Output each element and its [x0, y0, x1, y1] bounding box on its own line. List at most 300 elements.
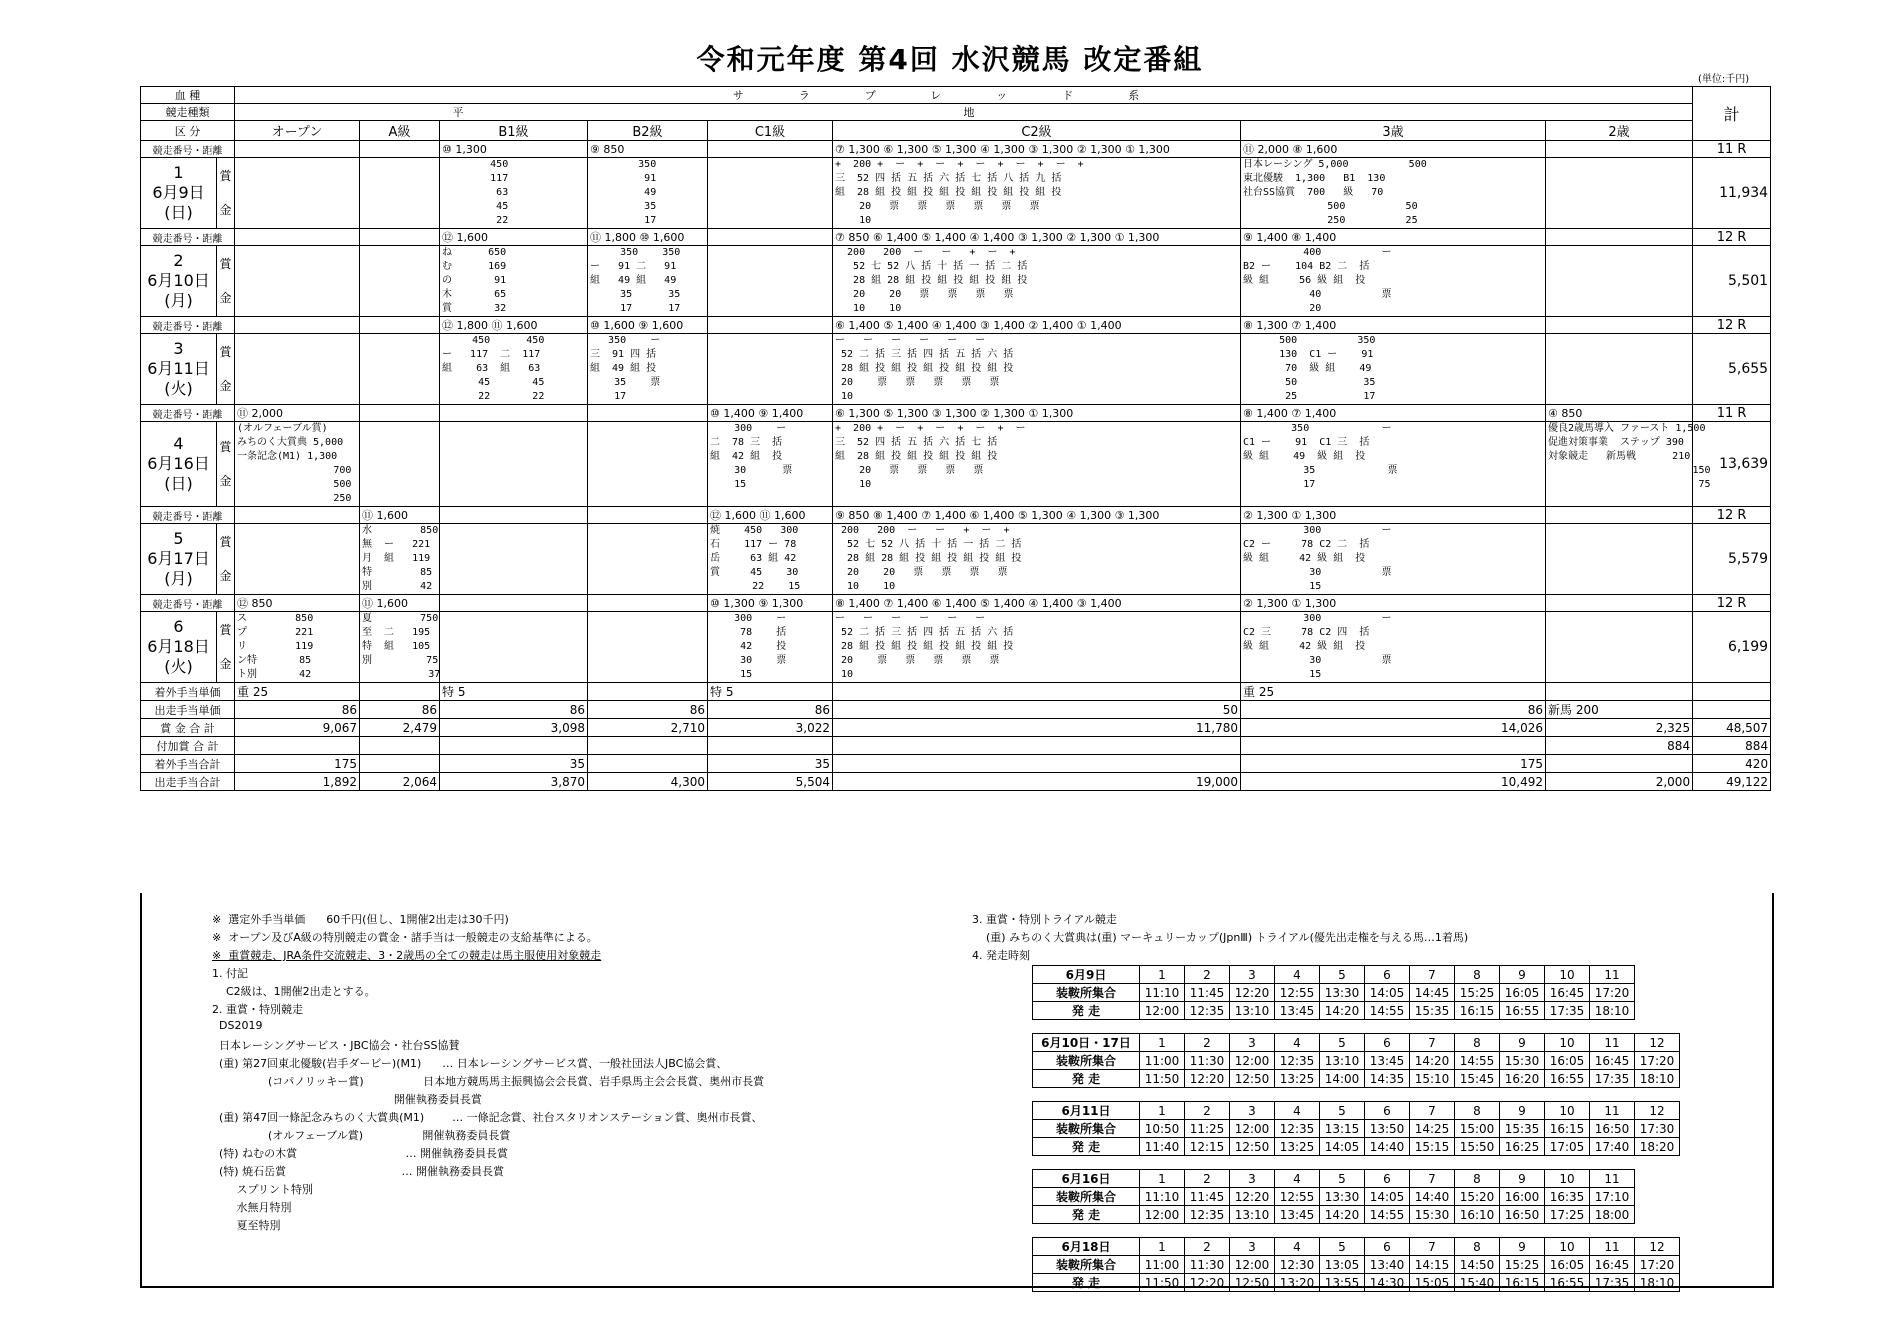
schedule-race-number: 8 — [1455, 1034, 1500, 1052]
race-distance-c2: ⑨ 850 ⑧ 1,400 ⑦ 1,400 ⑥ 1,400 ⑤ 1,300 ④ 1,300 ③ 1,300 — [833, 507, 1241, 524]
note-line: (重) 第47回一條記念みちのく大賞典(M1) … 一條記念賞、社台スタリオンステーション賞、奥州市長賞、 — [212, 1111, 763, 1124]
footer-cell-c1: 35 — [708, 755, 833, 773]
day-dow: (日) — [164, 474, 193, 493]
schedule-assembly-time: 14:50 — [1455, 1256, 1500, 1274]
note-line: (オルフェーブル賞) 開催執務委員長賞 — [212, 1129, 511, 1142]
footer-cell-c2 — [833, 755, 1241, 773]
schedule-start-time: 12:00 — [1140, 1002, 1185, 1020]
prize-label-char: 金 — [219, 379, 232, 393]
schedule-race-number: 11 — [1590, 1170, 1635, 1188]
schedule-race-number: 6 — [1365, 1034, 1410, 1052]
schedule-assembly-label: 装鞍所集合 — [1033, 1120, 1140, 1138]
schedule-assembly-time: 16:05 — [1545, 1052, 1590, 1070]
race-type-row — [141, 104, 1771, 121]
schedule-start-label: 発 走 — [1033, 1002, 1140, 1020]
footer-cell-total: 49,122 — [1693, 773, 1771, 791]
prize-block-b2: 350 350 ー 91 二 91 組 49 組 49 35 35 17 17 — [588, 246, 708, 317]
prize-label — [217, 612, 235, 683]
schedule-race-number: 5 — [1320, 1170, 1365, 1188]
schedule-race-number: 7 — [1410, 1102, 1455, 1120]
prize-block-c1 — [708, 334, 833, 405]
race-distance-b1 — [440, 405, 588, 422]
schedule-assembly-time: 17:20 — [1635, 1256, 1680, 1274]
schedule-start-time: 12:50 — [1230, 1070, 1275, 1088]
schedule-race-number: 4 — [1275, 1102, 1320, 1120]
footer-cell-b2 — [588, 683, 708, 701]
schedule-assembly-time: 13:30 — [1320, 1188, 1365, 1206]
schedule-assembly-time: 11:00 — [1140, 1256, 1185, 1274]
schedule-assembly-label: 装鞍所集合 — [1033, 984, 1140, 1002]
race-number-row — [141, 595, 1771, 612]
prize-label-char: 金 — [219, 569, 232, 583]
schedule-assembly-time: 11:30 — [1185, 1256, 1230, 1274]
schedule-start-time: 13:45 — [1275, 1002, 1320, 1020]
race-distance-c2: ⑦ 850 ⑥ 1,400 ⑤ 1,400 ④ 1,400 ③ 1,300 ② 1,300 ① 1,300 — [833, 229, 1241, 246]
race-distance-b1 — [440, 595, 588, 612]
prize-block-c1: 300 ー 二 78 三 括 組 42 組 投 30 票 15 — [708, 422, 833, 507]
race-distance-c2: ⑦ 1,300 ⑥ 1,300 ⑤ 1,300 ④ 1,300 ③ 1,300 ② 1,300 ① 1,300 — [833, 141, 1241, 158]
schedule-start-time: 15:45 — [1455, 1070, 1500, 1088]
schedule-assembly-time: 16:45 — [1590, 1256, 1635, 1274]
prize-label — [217, 422, 235, 507]
race-distance-open: ⑪ 2,000 — [235, 405, 360, 422]
schedule-assembly-time: 12:00 — [1230, 1052, 1275, 1070]
race-distance-s3: ② 1,300 ① 1,300 — [1241, 507, 1546, 524]
schedule-race-number: 7 — [1410, 1238, 1455, 1256]
schedule-race-number: 1 — [1140, 1170, 1185, 1188]
footer-cell-b1: 35 — [440, 755, 588, 773]
prize-block-a: 水 850 無 ー 221 月 組 119 特 85 別 42 — [360, 524, 440, 595]
schedule-start-time: 12:35 — [1185, 1206, 1230, 1224]
schedule-assembly-time: 15:35 — [1500, 1120, 1545, 1138]
race-distance-b2: ⑨ 850 — [588, 141, 708, 158]
footer-row — [141, 737, 1771, 755]
race-distance-c1 — [708, 229, 833, 246]
class-header-s2: 2歳 — [1546, 121, 1693, 141]
schedule-start-time: 16:15 — [1455, 1002, 1500, 1020]
unit-note: (単位:千円) — [1698, 74, 1750, 85]
schedule-assembly-time: 13:40 — [1365, 1256, 1410, 1274]
footer-cell-c1: 特 5 — [708, 683, 833, 701]
schedule-start-label: 発 走 — [1033, 1070, 1140, 1088]
day-date: 6月11日 — [147, 359, 210, 378]
race-distance-s3: ② 1,300 ① 1,300 — [1241, 595, 1546, 612]
race-number-label: 競走番号・距離 — [141, 229, 235, 246]
footer-cell-c2 — [833, 683, 1241, 701]
schedule-assembly-time: 12:30 — [1275, 1256, 1320, 1274]
schedule-start-time: 16:20 — [1500, 1070, 1545, 1088]
schedule-race-number: 5 — [1320, 1238, 1365, 1256]
schedule-race-number: 8 — [1455, 1102, 1500, 1120]
note-line: (コパノリッキー賞) 日本地方競馬馬主振興協会会長賞、岩手県馬主会会長賞、奥州市長賞 — [212, 1075, 765, 1088]
race-distance-open — [235, 317, 360, 334]
day-dow: (月) — [164, 569, 193, 588]
schedule-assembly-time: 12:00 — [1230, 1256, 1275, 1274]
schedule-assembly-time: 12:35 — [1275, 1120, 1320, 1138]
schedule-assembly-time: 15:20 — [1455, 1188, 1500, 1206]
schedule-start-time: 18:10 — [1635, 1274, 1680, 1292]
schedule-race-number: 9 — [1500, 1102, 1545, 1120]
schedule-assembly-time: 14:15 — [1410, 1256, 1455, 1274]
schedule-race-number: 2 — [1185, 1034, 1230, 1052]
day-num: 3 — [173, 339, 184, 358]
schedule-race-number: 11 — [1590, 1034, 1635, 1052]
footer-cell-c2: 11,780 — [833, 719, 1241, 737]
class-header-c1: C1級 — [708, 121, 833, 141]
prize-block-c2: + 200 + ー + ー + ー + ー 三 52 四 括 五 括 六 括 七 括 組 28 組 投 組 投 組 投 組 投 20 票 票 票 票 10 — [833, 422, 1241, 507]
schedule-date: 6月9日 — [1033, 966, 1140, 984]
schedule-assembly-time: 16:05 — [1545, 1256, 1590, 1274]
note-line: ※ 重賞競走、JRA条件交流競走、3・2歳馬の全ての競走は馬主服使用対象競走 — [212, 949, 602, 962]
schedule-race-number: 12 — [1635, 1102, 1680, 1120]
schedule-assembly-time: 16:35 — [1545, 1188, 1590, 1206]
class-label: 区 分 — [141, 121, 235, 141]
prize-label — [217, 158, 235, 229]
schedule-assembly-time: 15:25 — [1455, 984, 1500, 1002]
race-distance-s2 — [1546, 229, 1693, 246]
race-distance-open: ⑫ 850 — [235, 595, 360, 612]
schedule-start-time: 17:35 — [1545, 1002, 1590, 1020]
schedule-start-time: 13:10 — [1230, 1206, 1275, 1224]
prize-block-open: (オルフェーブル賞) みちのく大賞典 5,000 一条記念(M1) 1,300 700 500 250 — [235, 422, 360, 507]
schedule-race-number: 4 — [1275, 1238, 1320, 1256]
schedule-start-time: 12:15 — [1185, 1138, 1230, 1156]
schedule-start-time: 17:35 — [1590, 1274, 1635, 1292]
race-count: 12 R — [1693, 317, 1771, 334]
schedule-assembly-time: 13:30 — [1320, 984, 1365, 1002]
race-number-label: 競走番号・距離 — [141, 317, 235, 334]
schedule-start-time: 18:00 — [1590, 1206, 1635, 1224]
race-number-row — [141, 507, 1771, 524]
schedule-start-time: 16:15 — [1500, 1274, 1545, 1292]
day-total: 11,934 — [1693, 158, 1771, 229]
schedule-table — [1032, 1237, 1680, 1292]
schedule-race-number: 7 — [1410, 1034, 1455, 1052]
schedule-start-time: 18:20 — [1635, 1138, 1680, 1156]
schedule-assembly-time: 14:55 — [1455, 1052, 1500, 1070]
footer-cell-c2: 50 — [833, 701, 1241, 719]
day-prize-row — [141, 246, 1771, 317]
schedule-assembly-time: 17:20 — [1635, 1052, 1680, 1070]
day-dow: (火) — [164, 379, 193, 398]
day-label — [141, 524, 217, 595]
day-label — [141, 158, 217, 229]
footer-cell-b2: 2,710 — [588, 719, 708, 737]
race-count: 12 R — [1693, 507, 1771, 524]
footer-cell-open: 175 — [235, 755, 360, 773]
schedule-assembly-time: 12:20 — [1230, 984, 1275, 1002]
prize-block-s3: 350 ー C1 ー 91 C1 三 括 級 組 49 級 組 投 35 票 17 — [1241, 422, 1546, 507]
schedule-race-number: 4 — [1275, 1034, 1320, 1052]
footer-cell-s2 — [1546, 683, 1693, 701]
schedule-table — [1032, 1033, 1680, 1088]
prize-block-s2 — [1546, 524, 1693, 595]
schedule-assembly-time: 12:20 — [1230, 1188, 1275, 1206]
day-total: 5,579 — [1693, 524, 1771, 595]
schedule-race-number: 2 — [1185, 1238, 1230, 1256]
footer-row — [141, 719, 1771, 737]
schedule-assembly-time: 11:45 — [1185, 1188, 1230, 1206]
day-total: 5,501 — [1693, 246, 1771, 317]
schedule-assembly-time: 12:35 — [1275, 1052, 1320, 1070]
notes-section — [140, 893, 1774, 1288]
race-distance-s3: ⑨ 1,400 ⑧ 1,400 — [1241, 229, 1546, 246]
schedule-start-time: 15:05 — [1410, 1274, 1455, 1292]
prize-block-c2: ー ー ー ー ー ー 52 二 括 三 括 四 括 五 括 六 括 28 組 投 組 投 組 投 組 投 組 投 20 票 票 票 票 票 10 — [833, 334, 1241, 405]
schedule-start-time: 11:40 — [1140, 1138, 1185, 1156]
footer-cell-c2 — [833, 737, 1241, 755]
footer-cell-s2 — [1546, 755, 1693, 773]
class-header-s3: 3歳 — [1241, 121, 1546, 141]
race-distance-a — [360, 229, 440, 246]
race-program-table — [140, 86, 1771, 791]
schedule-start-time: 15:10 — [1410, 1070, 1455, 1088]
blood-value: サラブレッド系 — [235, 87, 1693, 104]
note-line: C2級は、1開催2出走とする。 — [212, 985, 376, 998]
day-label — [141, 246, 217, 317]
schedule-race-number: 10 — [1545, 1170, 1590, 1188]
footer-cell-open: 86 — [235, 701, 360, 719]
schedule-date: 6月10日・17日 — [1033, 1034, 1140, 1052]
schedule-assembly-time: 12:55 — [1275, 1188, 1320, 1206]
schedule-race-number: 8 — [1455, 1238, 1500, 1256]
schedule-start-time: 11:50 — [1140, 1274, 1185, 1292]
day-dow: (月) — [164, 291, 193, 310]
prize-label — [217, 334, 235, 405]
schedule-start-label: 発 走 — [1033, 1138, 1140, 1156]
schedule-race-number: 3 — [1230, 966, 1275, 984]
schedule-assembly-time: 15:25 — [1500, 1256, 1545, 1274]
day-dow: (火) — [164, 657, 193, 676]
prize-label-char: 賞 — [219, 345, 232, 359]
prize-label-char: 賞 — [219, 623, 232, 637]
schedule-assembly-time: 16:15 — [1545, 1120, 1590, 1138]
schedule-date: 6月18日 — [1033, 1238, 1140, 1256]
schedule-start-time: 14:35 — [1365, 1070, 1410, 1088]
schedule-assembly-time: 13:10 — [1320, 1052, 1365, 1070]
footer-cell-b1 — [440, 737, 588, 755]
schedule-start-time: 13:20 — [1275, 1274, 1320, 1292]
day-date: 6月16日 — [147, 454, 210, 473]
note-line: 夏至特別 — [212, 1219, 281, 1232]
footer-cell-total — [1693, 683, 1771, 701]
schedule-race-number: 10 — [1545, 1238, 1590, 1256]
prize-label-char: 金 — [219, 657, 232, 671]
footer-cell-open: 1,892 — [235, 773, 360, 791]
prize-label-char: 賞 — [219, 169, 232, 183]
schedule-race-number: 1 — [1140, 1034, 1185, 1052]
schedule-start-time: 13:45 — [1275, 1206, 1320, 1224]
schedule-assembly-time: 14:20 — [1410, 1052, 1455, 1070]
schedule-start-time: 11:50 — [1140, 1070, 1185, 1088]
footer-cell-open — [235, 737, 360, 755]
prize-block-open — [235, 334, 360, 405]
schedule-race-number: 2 — [1185, 1102, 1230, 1120]
note-line: 1. 付記 — [212, 967, 248, 980]
race-number-label: 競走番号・距離 — [141, 507, 235, 524]
schedule-race-number: 3 — [1230, 1238, 1275, 1256]
prize-block-b2: 350 ー 三 91 四 括 組 49 組 投 35 票 17 — [588, 334, 708, 405]
prize-block-c2: + 200 + ー + ー + ー + ー + ー + 三 52 四 括 五 括 六 括 七 括 八 括 九 括 組 28 組 投 組 投 組 投 組 投 組 投 組 投 20 票 票 票 票 票 票 10 — [833, 158, 1241, 229]
prize-block-a — [360, 158, 440, 229]
schedule-race-number: 6 — [1365, 1238, 1410, 1256]
race-distance-b2 — [588, 405, 708, 422]
footer-cell-b1: 86 — [440, 701, 588, 719]
schedule-start-time: 16:25 — [1500, 1138, 1545, 1156]
day-total: 13,639 — [1693, 422, 1771, 507]
race-distance-open — [235, 229, 360, 246]
prize-label — [217, 524, 235, 595]
race-count: 11 R — [1693, 141, 1771, 158]
day-num: 4 — [173, 434, 184, 453]
race-distance-b2: ⑩ 1,600 ⑨ 1,600 — [588, 317, 708, 334]
prize-label-char: 金 — [219, 474, 232, 488]
day-date: 6月9日 — [152, 183, 205, 202]
footer-label: 賞 金 合 計 — [141, 719, 235, 737]
schedule-start-time: 14:05 — [1320, 1138, 1365, 1156]
schedule-race-number: 1 — [1140, 1238, 1185, 1256]
day-num: 1 — [173, 163, 184, 182]
schedule-start-time: 15:50 — [1455, 1138, 1500, 1156]
day-prize-row — [141, 524, 1771, 595]
day-num: 6 — [173, 617, 184, 636]
schedule-race-number: 8 — [1455, 1170, 1500, 1188]
note-line: (重) 第27回東北優駿(岩手ダービー)(M1) … 日本レーシングサービス賞、一般社団法人JBC協会賞、 — [212, 1057, 728, 1070]
day-num: 2 — [173, 251, 184, 270]
schedule-race-number: 11 — [1590, 1102, 1635, 1120]
schedule-assembly-time: 11:10 — [1140, 1188, 1185, 1206]
footer-cell-s3: 重 25 — [1241, 683, 1546, 701]
schedule-assembly-time: 11:45 — [1185, 984, 1230, 1002]
footer-label: 付加賞 合 計 — [141, 737, 235, 755]
schedule-start-time: 12:00 — [1140, 1206, 1185, 1224]
schedule-assembly-label: 装鞍所集合 — [1033, 1256, 1140, 1274]
note-right-line: 4. 発走時刻 — [972, 949, 1030, 962]
prize-label-char: 賞 — [219, 440, 232, 454]
race-distance-a: ⑪ 1,600 — [360, 507, 440, 524]
day-date: 6月17日 — [147, 549, 210, 568]
page-title: 令和元年度 第4回 水沢競馬 改定番組 — [696, 43, 1204, 76]
schedule-assembly-time: 14:05 — [1365, 984, 1410, 1002]
race-distance-b2 — [588, 595, 708, 612]
schedule-race-number: 8 — [1455, 966, 1500, 984]
race-number-row — [141, 141, 1771, 158]
schedule-race-number: 6 — [1365, 966, 1410, 984]
schedule-start-label: 発 走 — [1033, 1274, 1140, 1292]
race-distance-a — [360, 141, 440, 158]
race-distance-s2 — [1546, 507, 1693, 524]
class-header-open: オープン — [235, 121, 360, 141]
race-count: 12 R — [1693, 595, 1771, 612]
race-type-value: 平地 — [235, 104, 1693, 121]
schedule-race-number: 4 — [1275, 1170, 1320, 1188]
schedule-race-number: 6 — [1365, 1170, 1410, 1188]
footer-cell-total: 48,507 — [1693, 719, 1771, 737]
schedule-race-number: 9 — [1500, 966, 1545, 984]
schedule-start-time: 12:50 — [1230, 1274, 1275, 1292]
schedule-race-number: 9 — [1500, 1170, 1545, 1188]
schedule-start-time: 15:40 — [1455, 1274, 1500, 1292]
schedule-assembly-time: 16:50 — [1590, 1120, 1635, 1138]
prize-label-char: 賞 — [219, 257, 232, 271]
schedule-start-time: 16:50 — [1500, 1206, 1545, 1224]
schedule-date: 6月16日 — [1033, 1170, 1140, 1188]
footer-cell-a: 2,064 — [360, 773, 440, 791]
race-distance-open — [235, 507, 360, 524]
race-number-label: 競走番号・距離 — [141, 141, 235, 158]
race-distance-c1 — [708, 317, 833, 334]
schedule-race-number: 9 — [1500, 1238, 1545, 1256]
note-line: 日本レーシングサービス・JBC協会・社台SS協賛 — [212, 1039, 460, 1052]
race-distance-s2 — [1546, 141, 1693, 158]
day-prize-row — [141, 334, 1771, 405]
day-label — [141, 422, 217, 507]
footer-cell-c1 — [708, 737, 833, 755]
day-label — [141, 334, 217, 405]
schedule-race-number: 11 — [1590, 1238, 1635, 1256]
schedule-start-time: 17:05 — [1545, 1138, 1590, 1156]
schedule-start-time: 13:55 — [1320, 1274, 1365, 1292]
note-line: DS2019 — [212, 1019, 263, 1032]
race-number-row — [141, 405, 1771, 422]
prize-block-b1 — [440, 422, 588, 507]
schedule-start-time: 14:55 — [1365, 1002, 1410, 1020]
prize-label-char: 金 — [219, 203, 232, 217]
footer-cell-open: 重 25 — [235, 683, 360, 701]
prize-block-b2 — [588, 524, 708, 595]
day-prize-row — [141, 422, 1771, 507]
prize-label-char: 金 — [219, 291, 232, 305]
schedule-assembly-time: 13:50 — [1365, 1120, 1410, 1138]
day-total: 6,199 — [1693, 612, 1771, 683]
class-header-c2: C2級 — [833, 121, 1241, 141]
schedule-race-number: 2 — [1185, 1170, 1230, 1188]
schedule-start-time: 17:40 — [1590, 1138, 1635, 1156]
prize-block-b1: 450 117 63 45 22 — [440, 158, 588, 229]
schedule-assembly-time: 10:50 — [1140, 1120, 1185, 1138]
prize-block-s3: 日本レーシング 5,000 500 東北優駿 1,300 B1 130 社台SS協賞 700 級 70 500 50 250 25 — [1241, 158, 1546, 229]
schedule-assembly-time: 15:30 — [1500, 1052, 1545, 1070]
class-header-a: A級 — [360, 121, 440, 141]
note-line: 水無月特別 — [212, 1201, 292, 1214]
schedule-race-number: 10 — [1545, 1034, 1590, 1052]
footer-cell-s3: 10,492 — [1241, 773, 1546, 791]
footer-cell-s3: 86 — [1241, 701, 1546, 719]
schedule-race-number: 3 — [1230, 1170, 1275, 1188]
schedule-start-time: 16:10 — [1455, 1206, 1500, 1224]
schedule-assembly-time: 11:00 — [1140, 1052, 1185, 1070]
race-distance-a — [360, 317, 440, 334]
footer-cell-a — [360, 755, 440, 773]
schedule-table — [1032, 1169, 1635, 1224]
prize-block-b1: 450 450 ー 117 二 117 組 63 組 63 45 45 22 22 — [440, 334, 588, 405]
schedule-start-time: 15:35 — [1410, 1002, 1455, 1020]
note-line: スプリント特別 — [212, 1183, 314, 1196]
schedule-assembly-time: 14:25 — [1410, 1120, 1455, 1138]
schedule-assembly-time: 16:45 — [1590, 1052, 1635, 1070]
prize-block-a — [360, 334, 440, 405]
race-count: 12 R — [1693, 229, 1771, 246]
race-distance-b1: ⑫ 1,800 ⑪ 1,600 — [440, 317, 588, 334]
schedule-assembly-time: 12:00 — [1230, 1120, 1275, 1138]
schedule-race-number: 7 — [1410, 1170, 1455, 1188]
schedule-race-number: 10 — [1545, 1102, 1590, 1120]
footer-cell-s3: 175 — [1241, 755, 1546, 773]
schedule-date: 6月11日 — [1033, 1102, 1140, 1120]
prize-block-s3: 500 350 130 C1 ー 91 70 級 組 49 50 35 25 17 — [1241, 334, 1546, 405]
blood-label: 血 種 — [141, 87, 235, 104]
schedule-assembly-label: 装鞍所集合 — [1033, 1188, 1140, 1206]
